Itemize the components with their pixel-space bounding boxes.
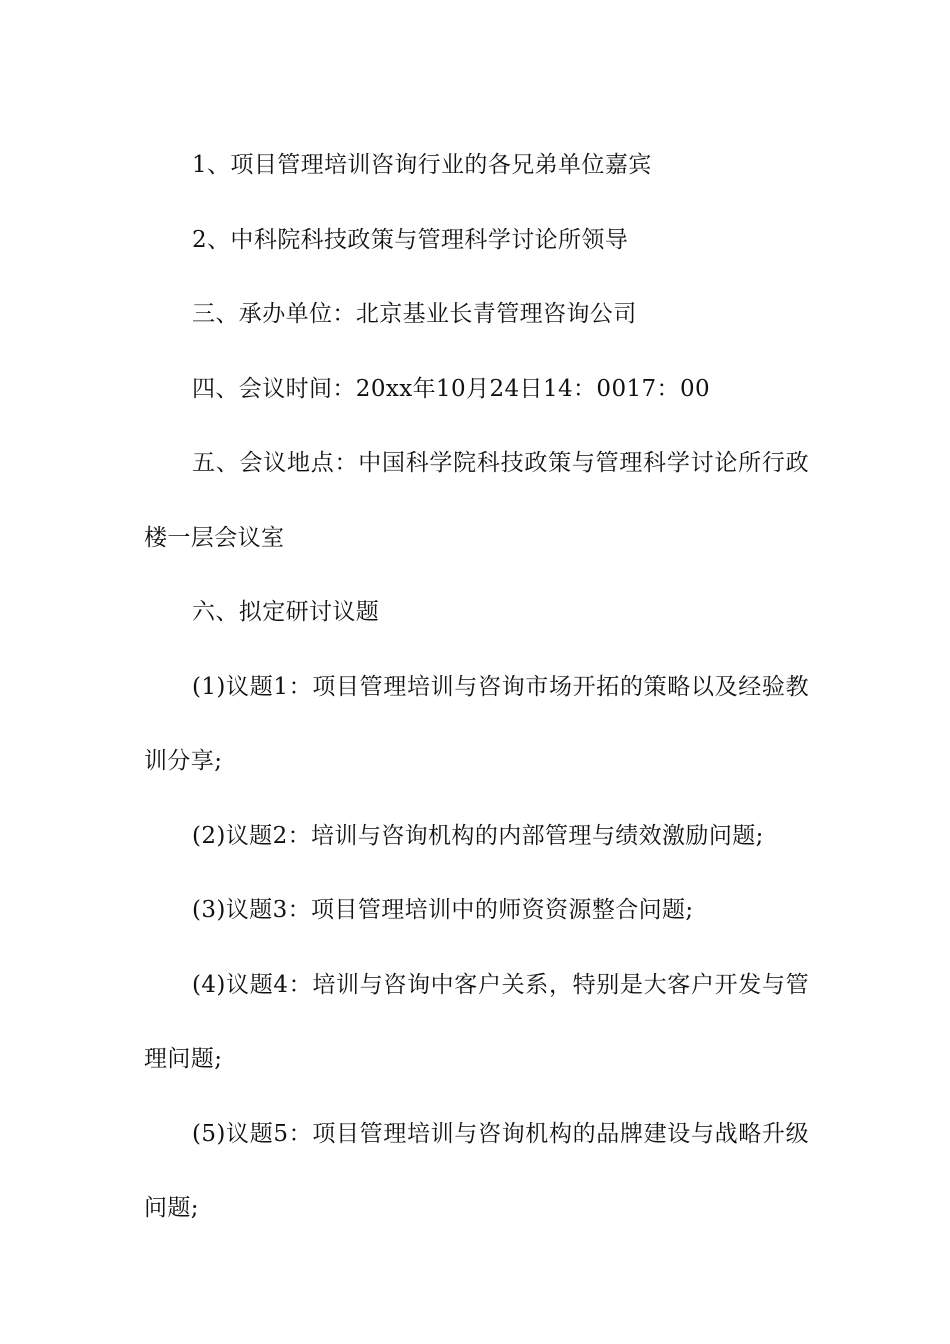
paragraph-topic-1: (1)议题1：项目管理培训与咨询市场开拓的策略以及经验教训分享; (144, 673, 809, 774)
paragraph-cas-leaders: 2、中科院科技政策与管理科学讨论所领导 (192, 226, 629, 253)
paragraph-organizer: 三、承办单位：北京基业长青管理咨询公司 (192, 301, 637, 327)
paragraph-topic-3: (3)议题3：项目管理培训中的师资资源整合问题; (192, 897, 694, 923)
paragraph-topic-5: (5)议题5：项目管理培训与咨询机构的品牌建设与战略升级问题; (144, 1120, 809, 1221)
paragraph-topic-4: (4)议题4：培训与咨询中客户关系，特别是大客户开发与管理问题; (144, 971, 809, 1072)
document-body (144, 128, 809, 1246)
paragraph-topics-heading: 六、拟定研讨议题 (192, 599, 380, 625)
paragraph-meeting-time: 四、会议时间：20xx年10月24日14：0017：00 (192, 375, 711, 402)
paragraph-meeting-location: 五、会议地点：中国科学院科技政策与管理科学讨论所行政楼一层会议室 (144, 450, 809, 551)
paragraph-guests: 1、项目管理培训咨询行业的各兄弟单位嘉宾 (192, 152, 652, 178)
paragraph-topic-2: (2)议题2：培训与咨询机构的内部管理与绩效激励问题; (192, 822, 764, 849)
